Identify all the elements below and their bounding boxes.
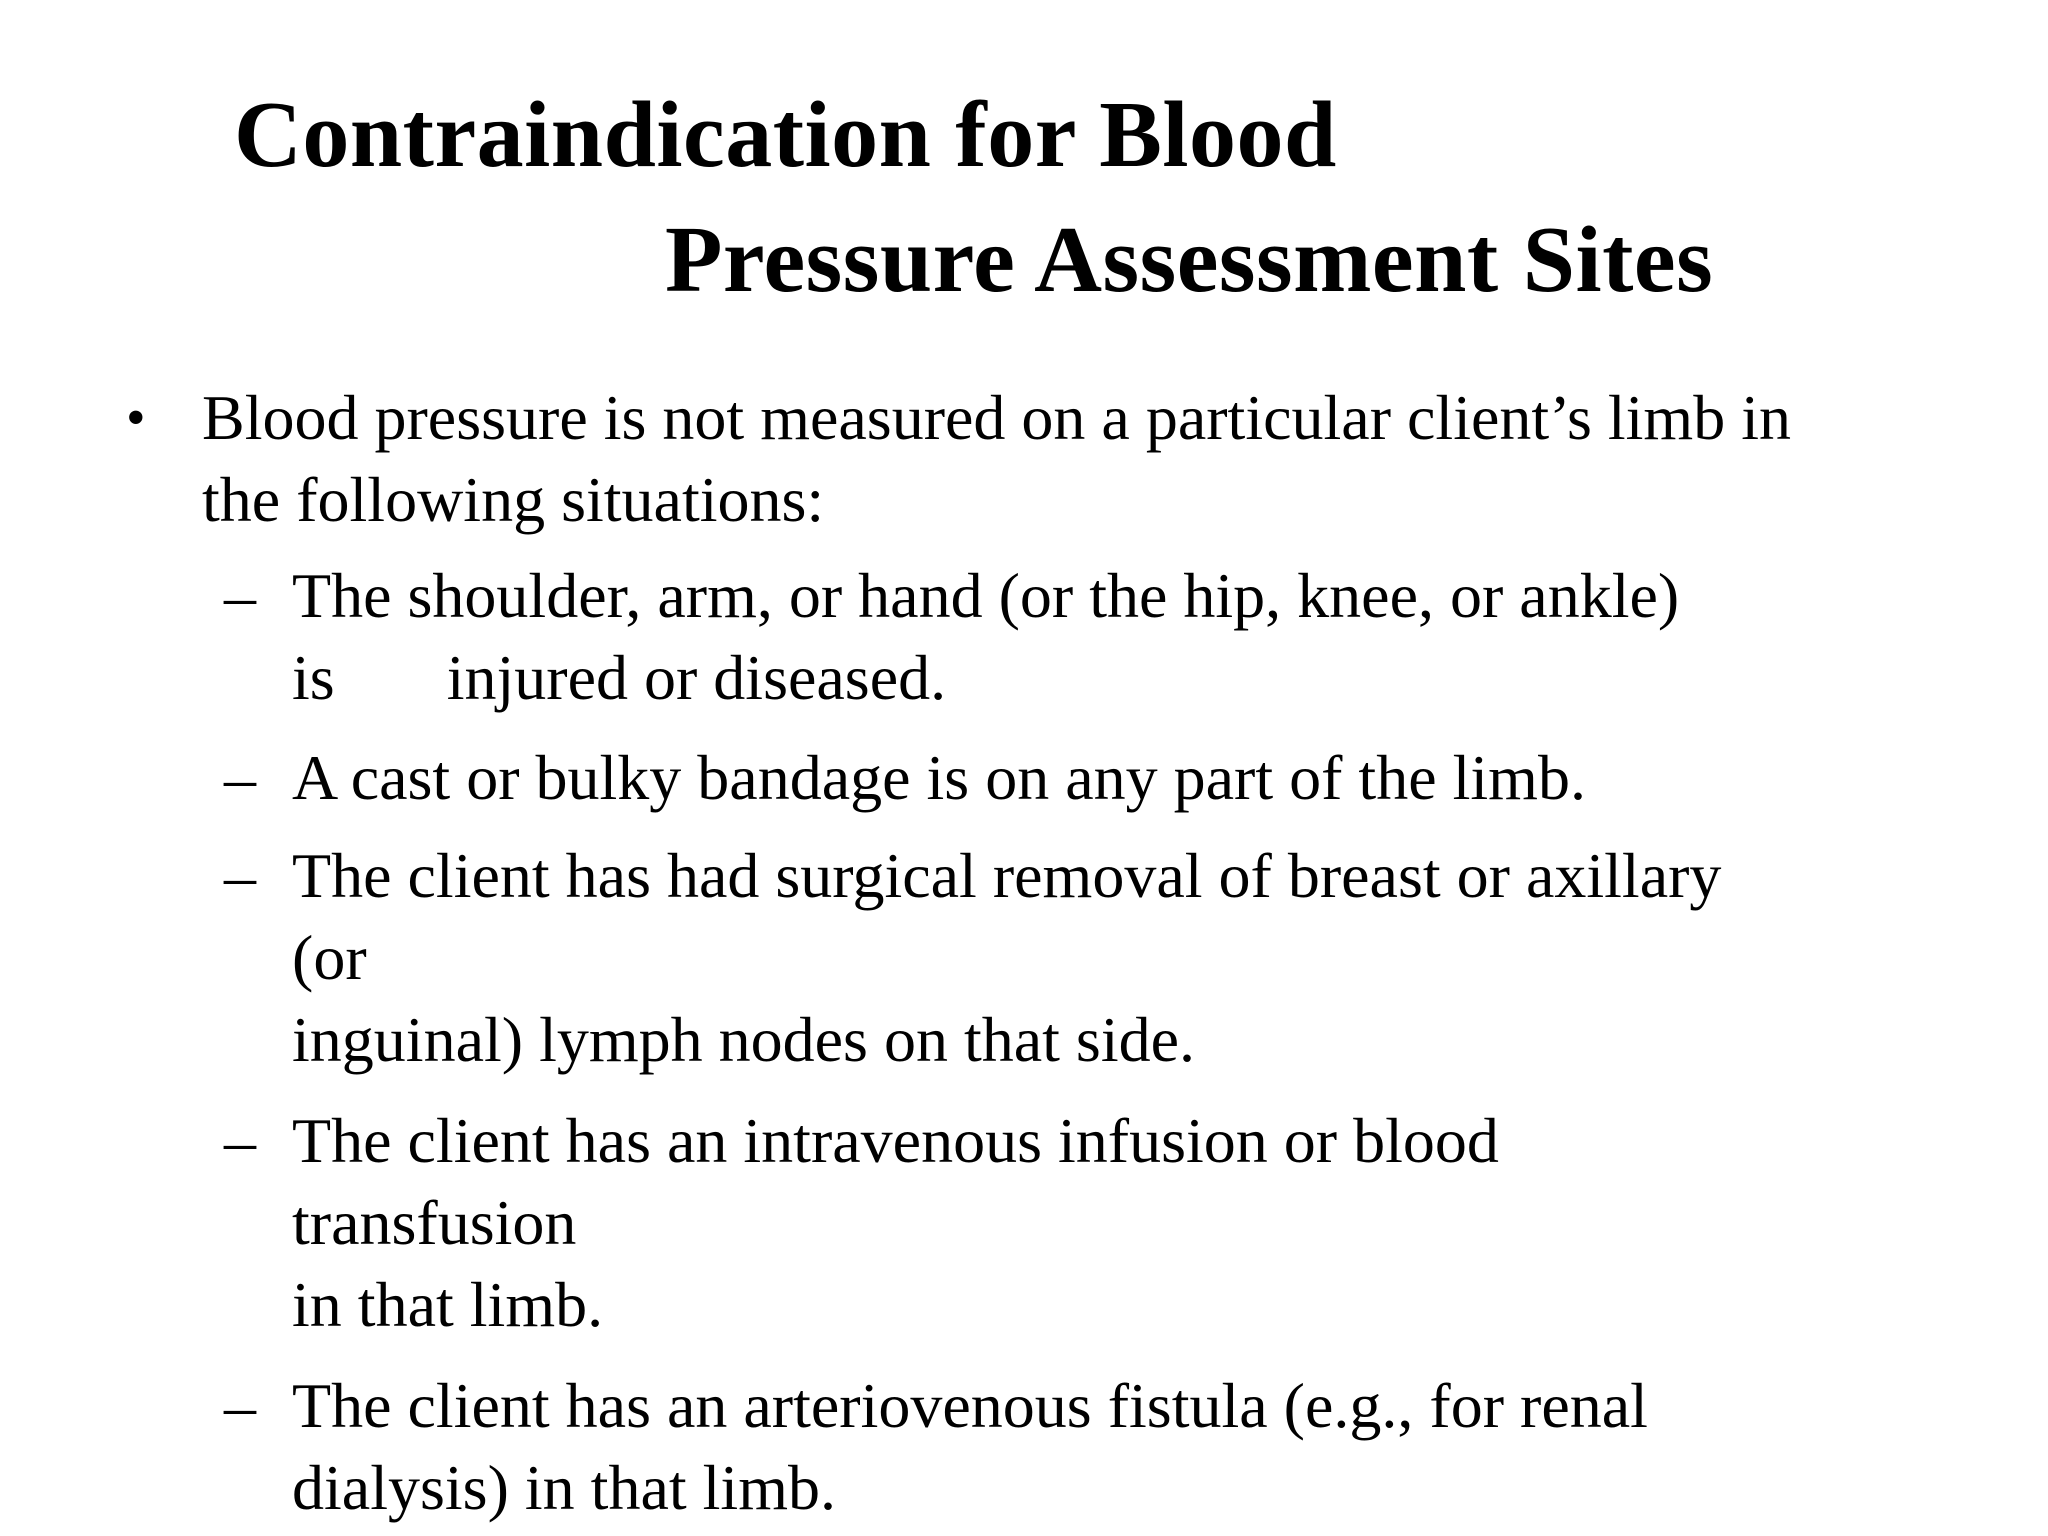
sub-item-text: A cast or bulky bandage is on any part of the limb. bbox=[292, 742, 1586, 813]
dash-marker: – bbox=[224, 1105, 256, 1176]
dash-marker: – bbox=[224, 560, 256, 631]
dash-marker: – bbox=[224, 742, 256, 813]
sub-item-text: The shoulder, arm, or hand (or the hip, knee, or ankle) is injured or diseased. bbox=[292, 560, 1680, 713]
sub-item-text: The client has an intravenous infusion or blood transfusion in that limb. bbox=[292, 1105, 1499, 1340]
slide-title-line-2: Pressure Assessment Sites bbox=[665, 208, 1714, 312]
slide-title-line-1: Contraindication for Blood bbox=[234, 83, 1337, 187]
bullet-marker: • bbox=[126, 387, 146, 449]
dash-marker: – bbox=[224, 840, 256, 911]
sub-item-text: The client has an arteriovenous fistula (e.g., for renal dialysis) in that limb. bbox=[292, 1370, 1648, 1523]
dash-marker: – bbox=[224, 1370, 256, 1441]
sub-item-text: The client has had surgical removal of breast or axillary (or inguinal) lymph nodes on that side. bbox=[292, 840, 1722, 1075]
bullet-text: Blood pressure is not measured on a particular client’s limb in the following situations: bbox=[202, 382, 1791, 535]
